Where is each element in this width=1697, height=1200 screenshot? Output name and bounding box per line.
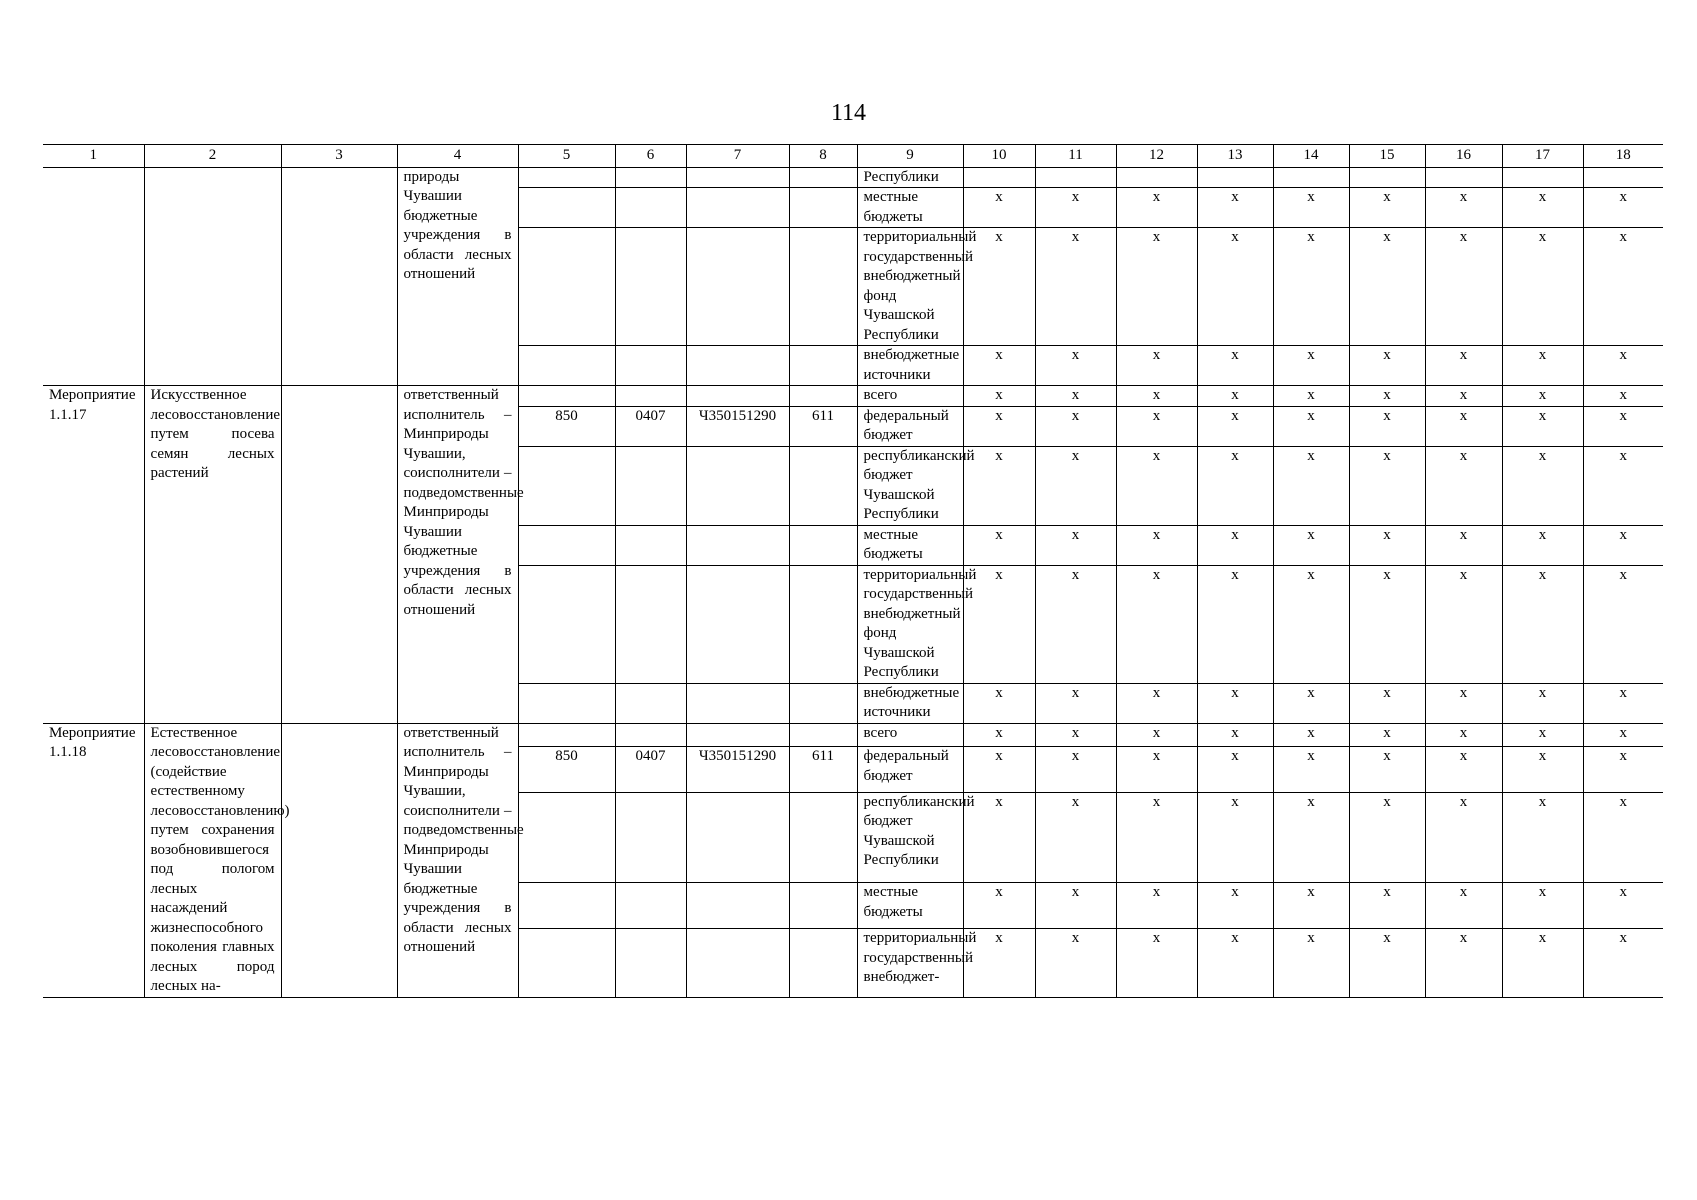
funding-source-cell: территориальный государственный внебюджет- bbox=[857, 929, 963, 997]
csr-cell bbox=[686, 683, 789, 723]
x-mark-cell: х bbox=[1425, 346, 1502, 386]
x-mark-cell: х bbox=[1035, 792, 1116, 883]
table-row bbox=[43, 386, 1663, 407]
x-mark-cell: х bbox=[1273, 683, 1349, 723]
x-mark-cell: х bbox=[1349, 683, 1425, 723]
grbs-cell bbox=[518, 525, 615, 565]
executor-cell: ответственный исполнитель – Минприроды Чувашии, соисполнители – подведомственные Минприроды Чувашии бюджетные учреждения в области лесных отношений bbox=[397, 723, 518, 997]
x-mark-cell: х bbox=[1116, 747, 1197, 793]
rzpr-cell bbox=[615, 792, 686, 883]
executor-cell: ответственный исполнитель – Минприроды Чувашии, соисполнители – подведомственные Минприроды Чувашии бюджетные учреждения в области лесных отношений bbox=[397, 386, 518, 724]
header-cell: 4 bbox=[397, 145, 518, 168]
vr-cell bbox=[789, 228, 857, 346]
header-cell: 16 bbox=[1425, 145, 1502, 168]
x-mark-cell: х bbox=[1583, 883, 1663, 929]
x-mark-cell: х bbox=[1583, 346, 1663, 386]
vr-cell bbox=[789, 167, 857, 188]
grbs-cell bbox=[518, 565, 615, 683]
x-mark-cell: х bbox=[963, 525, 1035, 565]
x-mark-cell: х bbox=[1583, 747, 1663, 793]
x-mark-cell: х bbox=[1425, 406, 1502, 446]
header-cell: 12 bbox=[1116, 145, 1197, 168]
x-mark-cell: х bbox=[1502, 188, 1583, 228]
x-mark-cell: х bbox=[1273, 406, 1349, 446]
header-cell: 11 bbox=[1035, 145, 1116, 168]
x-mark-cell: х bbox=[1273, 188, 1349, 228]
x-mark-cell: х bbox=[1116, 446, 1197, 525]
vr-cell bbox=[789, 723, 857, 747]
x-mark-cell: х bbox=[1273, 446, 1349, 525]
grbs-cell bbox=[518, 346, 615, 386]
x-mark-cell: х bbox=[1273, 386, 1349, 407]
x-mark-cell: х bbox=[1425, 723, 1502, 747]
csr-cell bbox=[686, 167, 789, 188]
header-cell: 5 bbox=[518, 145, 615, 168]
x-mark-cell: х bbox=[1116, 683, 1197, 723]
x-mark-cell: х bbox=[1349, 386, 1425, 407]
x-mark-cell: х bbox=[963, 386, 1035, 407]
x-mark-cell: х bbox=[1035, 346, 1116, 386]
x-mark-cell: х bbox=[1349, 525, 1425, 565]
grbs-cell bbox=[518, 188, 615, 228]
x-mark-cell: х bbox=[1197, 406, 1273, 446]
x-mark-cell: х bbox=[1197, 386, 1273, 407]
x-mark-cell: х bbox=[1349, 406, 1425, 446]
csr-cell bbox=[686, 929, 789, 997]
grbs-cell bbox=[518, 929, 615, 997]
csr-cell bbox=[686, 723, 789, 747]
event-id-cell: Мероприятие 1.1.17 bbox=[43, 386, 144, 724]
vr-cell bbox=[789, 883, 857, 929]
x-mark-cell: х bbox=[1502, 525, 1583, 565]
x-mark-cell bbox=[1425, 167, 1502, 188]
x-mark-cell: х bbox=[1197, 883, 1273, 929]
csr-cell: Ч350151290 bbox=[686, 747, 789, 793]
funding-source-cell: всего bbox=[857, 386, 963, 407]
x-mark-cell: х bbox=[1116, 565, 1197, 683]
x-mark-cell: х bbox=[1583, 386, 1663, 407]
x-mark-cell: х bbox=[1425, 228, 1502, 346]
grbs-cell bbox=[518, 228, 615, 346]
x-mark-cell: х bbox=[963, 747, 1035, 793]
grbs-cell bbox=[518, 792, 615, 883]
x-mark-cell: х bbox=[1116, 346, 1197, 386]
event-name-cell: Естественное лесовосстановление (содействие естественному лесовосстановлению) путем сохранения возобновившегося под пологом лесных насаждений жизнеспособного поколения главных лесных пород лесных на- bbox=[144, 723, 281, 997]
x-mark-cell: х bbox=[1035, 723, 1116, 747]
grbs-cell bbox=[518, 723, 615, 747]
grbs-cell bbox=[518, 167, 615, 188]
page-number: 114 bbox=[830, 100, 867, 126]
rzpr-cell bbox=[615, 386, 686, 407]
x-mark-cell: х bbox=[1035, 406, 1116, 446]
x-mark-cell: х bbox=[1197, 792, 1273, 883]
x-mark-cell: х bbox=[1583, 406, 1663, 446]
x-mark-cell: х bbox=[1116, 228, 1197, 346]
x-mark-cell: х bbox=[1197, 723, 1273, 747]
x-mark-cell: х bbox=[1273, 883, 1349, 929]
vr-cell bbox=[789, 188, 857, 228]
x-mark-cell: х bbox=[963, 188, 1035, 228]
rzpr-cell bbox=[615, 683, 686, 723]
x-mark-cell: х bbox=[963, 228, 1035, 346]
x-mark-cell: х bbox=[1583, 188, 1663, 228]
rzpr-cell bbox=[615, 446, 686, 525]
x-mark-cell: х bbox=[1035, 883, 1116, 929]
x-mark-cell: х bbox=[1273, 525, 1349, 565]
csr-cell bbox=[686, 228, 789, 346]
header-cell: 3 bbox=[281, 145, 397, 168]
x-mark-cell: х bbox=[1349, 792, 1425, 883]
x-mark-cell: х bbox=[1035, 386, 1116, 407]
x-mark-cell: х bbox=[1273, 792, 1349, 883]
csr-cell bbox=[686, 883, 789, 929]
executor-cell: природы Чувашии бюджетные учреждения в области лесных отношений bbox=[397, 167, 518, 386]
funding-source-cell: федеральный бюджет bbox=[857, 406, 963, 446]
x-mark-cell: х bbox=[1116, 386, 1197, 407]
header-cell: 7 bbox=[686, 145, 789, 168]
x-mark-cell: х bbox=[1583, 929, 1663, 997]
x-mark-cell: х bbox=[1425, 446, 1502, 525]
x-mark-cell: х bbox=[1583, 525, 1663, 565]
x-mark-cell: х bbox=[1583, 723, 1663, 747]
x-mark-cell: х bbox=[1035, 525, 1116, 565]
x-mark-cell: х bbox=[1349, 446, 1425, 525]
x-mark-cell: х bbox=[1425, 683, 1502, 723]
x-mark-cell: х bbox=[1583, 565, 1663, 683]
funding-source-cell: местные бюджеты bbox=[857, 525, 963, 565]
x-mark-cell: х bbox=[1197, 346, 1273, 386]
header-cell: 15 bbox=[1349, 145, 1425, 168]
x-mark-cell: х bbox=[963, 929, 1035, 997]
x-mark-cell: х bbox=[963, 565, 1035, 683]
header-cell: 14 bbox=[1273, 145, 1349, 168]
event-name-cell bbox=[144, 167, 281, 386]
x-mark-cell: х bbox=[1583, 683, 1663, 723]
x-mark-cell bbox=[1116, 167, 1197, 188]
x-mark-cell: х bbox=[963, 883, 1035, 929]
event-id-cell bbox=[43, 167, 144, 386]
x-mark-cell: х bbox=[1116, 723, 1197, 747]
rzpr-cell bbox=[615, 228, 686, 346]
header-cell: 6 bbox=[615, 145, 686, 168]
x-mark-cell: х bbox=[1273, 565, 1349, 683]
x-mark-cell: х bbox=[1349, 228, 1425, 346]
table-row bbox=[43, 723, 1663, 747]
grbs-cell bbox=[518, 446, 615, 525]
x-mark-cell: х bbox=[1116, 792, 1197, 883]
x-mark-cell: х bbox=[1035, 446, 1116, 525]
x-mark-cell: х bbox=[1583, 446, 1663, 525]
x-mark-cell: х bbox=[963, 683, 1035, 723]
grbs-cell: 850 bbox=[518, 406, 615, 446]
x-mark-cell: х bbox=[1502, 565, 1583, 683]
x-mark-cell bbox=[1502, 167, 1583, 188]
rzpr-cell bbox=[615, 565, 686, 683]
vr-cell bbox=[789, 565, 857, 683]
event-name-cell: Искусственное лесовосстановление путем посева семян лесных растений bbox=[144, 386, 281, 724]
empty-cell bbox=[281, 386, 397, 724]
x-mark-cell: х bbox=[1035, 188, 1116, 228]
x-mark-cell: х bbox=[1502, 406, 1583, 446]
x-mark-cell: х bbox=[1035, 565, 1116, 683]
vr-cell: 611 bbox=[789, 406, 857, 446]
x-mark-cell: х bbox=[1273, 929, 1349, 997]
x-mark-cell: х bbox=[1425, 386, 1502, 407]
budget-table bbox=[43, 144, 1663, 998]
x-mark-cell: х bbox=[1197, 188, 1273, 228]
x-mark-cell: х bbox=[1035, 683, 1116, 723]
csr-cell bbox=[686, 565, 789, 683]
rzpr-cell bbox=[615, 929, 686, 997]
header-cell: 1 bbox=[43, 145, 144, 168]
x-mark-cell: х bbox=[1349, 565, 1425, 683]
funding-source-cell: внебюджетные источники bbox=[857, 346, 963, 386]
empty-cell bbox=[281, 167, 397, 386]
vr-cell bbox=[789, 346, 857, 386]
x-mark-cell: х bbox=[1502, 228, 1583, 346]
header-cell: 10 bbox=[963, 145, 1035, 168]
funding-source-cell: территориальный государственный внебюджетный фонд Чувашской Республики bbox=[857, 565, 963, 683]
funding-source-cell: территориальный государственный внебюджетный фонд Чувашской Республики bbox=[857, 228, 963, 346]
x-mark-cell: х bbox=[1583, 792, 1663, 883]
x-mark-cell: х bbox=[1116, 406, 1197, 446]
x-mark-cell: х bbox=[1425, 929, 1502, 997]
x-mark-cell: х bbox=[1349, 883, 1425, 929]
x-mark-cell: х bbox=[1116, 525, 1197, 565]
x-mark-cell: х bbox=[1197, 683, 1273, 723]
x-mark-cell: х bbox=[1197, 747, 1273, 793]
x-mark-cell: х bbox=[1349, 346, 1425, 386]
x-mark-cell: х bbox=[1349, 188, 1425, 228]
vr-cell bbox=[789, 446, 857, 525]
rzpr-cell bbox=[615, 525, 686, 565]
funding-source-cell: Республики bbox=[857, 167, 963, 188]
table-row bbox=[43, 167, 1663, 188]
rzpr-cell bbox=[615, 167, 686, 188]
x-mark-cell: х bbox=[1273, 346, 1349, 386]
x-mark-cell: х bbox=[963, 792, 1035, 883]
rzpr-cell bbox=[615, 723, 686, 747]
vr-cell bbox=[789, 929, 857, 997]
vr-cell bbox=[789, 525, 857, 565]
csr-cell bbox=[686, 386, 789, 407]
funding-source-cell: республиканский бюджет Чувашской Республики bbox=[857, 792, 963, 883]
x-mark-cell: х bbox=[1502, 446, 1583, 525]
x-mark-cell bbox=[1273, 167, 1349, 188]
header-row bbox=[43, 145, 1663, 168]
csr-cell bbox=[686, 792, 789, 883]
x-mark-cell: х bbox=[1425, 747, 1502, 793]
x-mark-cell: х bbox=[963, 446, 1035, 525]
x-mark-cell: х bbox=[1197, 228, 1273, 346]
header-cell: 9 bbox=[857, 145, 963, 168]
grbs-cell bbox=[518, 683, 615, 723]
x-mark-cell: х bbox=[1502, 683, 1583, 723]
x-mark-cell: х bbox=[1425, 525, 1502, 565]
funding-source-cell: республиканский бюджет Чувашской Республики bbox=[857, 446, 963, 525]
vr-cell bbox=[789, 683, 857, 723]
x-mark-cell: х bbox=[1502, 747, 1583, 793]
header-cell: 13 bbox=[1197, 145, 1273, 168]
x-mark-cell: х bbox=[1349, 929, 1425, 997]
x-mark-cell bbox=[1583, 167, 1663, 188]
x-mark-cell: х bbox=[1197, 446, 1273, 525]
x-mark-cell: х bbox=[1349, 723, 1425, 747]
x-mark-cell: х bbox=[1425, 792, 1502, 883]
x-mark-cell: х bbox=[1425, 188, 1502, 228]
funding-source-cell: местные бюджеты bbox=[857, 883, 963, 929]
rzpr-cell: 0407 bbox=[615, 747, 686, 793]
x-mark-cell: х bbox=[1116, 929, 1197, 997]
vr-cell bbox=[789, 386, 857, 407]
x-mark-cell bbox=[1035, 167, 1116, 188]
funding-source-cell: местные бюджеты bbox=[857, 188, 963, 228]
event-id-cell: Мероприятие 1.1.18 bbox=[43, 723, 144, 997]
x-mark-cell: х bbox=[1035, 228, 1116, 346]
x-mark-cell: х bbox=[1349, 747, 1425, 793]
x-mark-cell: х bbox=[1197, 565, 1273, 683]
rzpr-cell: 0407 bbox=[615, 406, 686, 446]
x-mark-cell: х bbox=[1502, 723, 1583, 747]
x-mark-cell: х bbox=[1273, 228, 1349, 346]
x-mark-cell bbox=[1349, 167, 1425, 188]
x-mark-cell: х bbox=[1425, 565, 1502, 683]
x-mark-cell: х bbox=[1035, 747, 1116, 793]
funding-source-cell: внебюджетные источники bbox=[857, 683, 963, 723]
csr-cell bbox=[686, 446, 789, 525]
header-cell: 18 bbox=[1583, 145, 1663, 168]
vr-cell bbox=[789, 792, 857, 883]
header-cell: 17 bbox=[1502, 145, 1583, 168]
funding-source-cell: всего bbox=[857, 723, 963, 747]
empty-cell bbox=[281, 723, 397, 997]
grbs-cell: 850 bbox=[518, 747, 615, 793]
csr-cell: Ч350151290 bbox=[686, 406, 789, 446]
funding-source-cell: федеральный бюджет bbox=[857, 747, 963, 793]
x-mark-cell: х bbox=[1502, 792, 1583, 883]
x-mark-cell bbox=[963, 167, 1035, 188]
x-mark-cell: х bbox=[1502, 929, 1583, 997]
x-mark-cell: х bbox=[1273, 747, 1349, 793]
x-mark-cell: х bbox=[963, 346, 1035, 386]
x-mark-cell: х bbox=[963, 406, 1035, 446]
grbs-cell bbox=[518, 386, 615, 407]
csr-cell bbox=[686, 525, 789, 565]
csr-cell bbox=[686, 188, 789, 228]
x-mark-cell: х bbox=[963, 723, 1035, 747]
x-mark-cell: х bbox=[1116, 883, 1197, 929]
x-mark-cell: х bbox=[1116, 188, 1197, 228]
x-mark-cell: х bbox=[1035, 929, 1116, 997]
x-mark-cell: х bbox=[1197, 929, 1273, 997]
x-mark-cell: х bbox=[1502, 883, 1583, 929]
x-mark-cell bbox=[1197, 167, 1273, 188]
x-mark-cell: х bbox=[1502, 346, 1583, 386]
x-mark-cell: х bbox=[1197, 525, 1273, 565]
x-mark-cell: х bbox=[1583, 228, 1663, 346]
x-mark-cell: х bbox=[1502, 386, 1583, 407]
header-cell: 2 bbox=[144, 145, 281, 168]
rzpr-cell bbox=[615, 188, 686, 228]
rzpr-cell bbox=[615, 883, 686, 929]
grbs-cell bbox=[518, 883, 615, 929]
vr-cell: 611 bbox=[789, 747, 857, 793]
header-cell: 8 bbox=[789, 145, 857, 168]
rzpr-cell bbox=[615, 346, 686, 386]
x-mark-cell: х bbox=[1425, 883, 1502, 929]
x-mark-cell: х bbox=[1273, 723, 1349, 747]
csr-cell bbox=[686, 346, 789, 386]
